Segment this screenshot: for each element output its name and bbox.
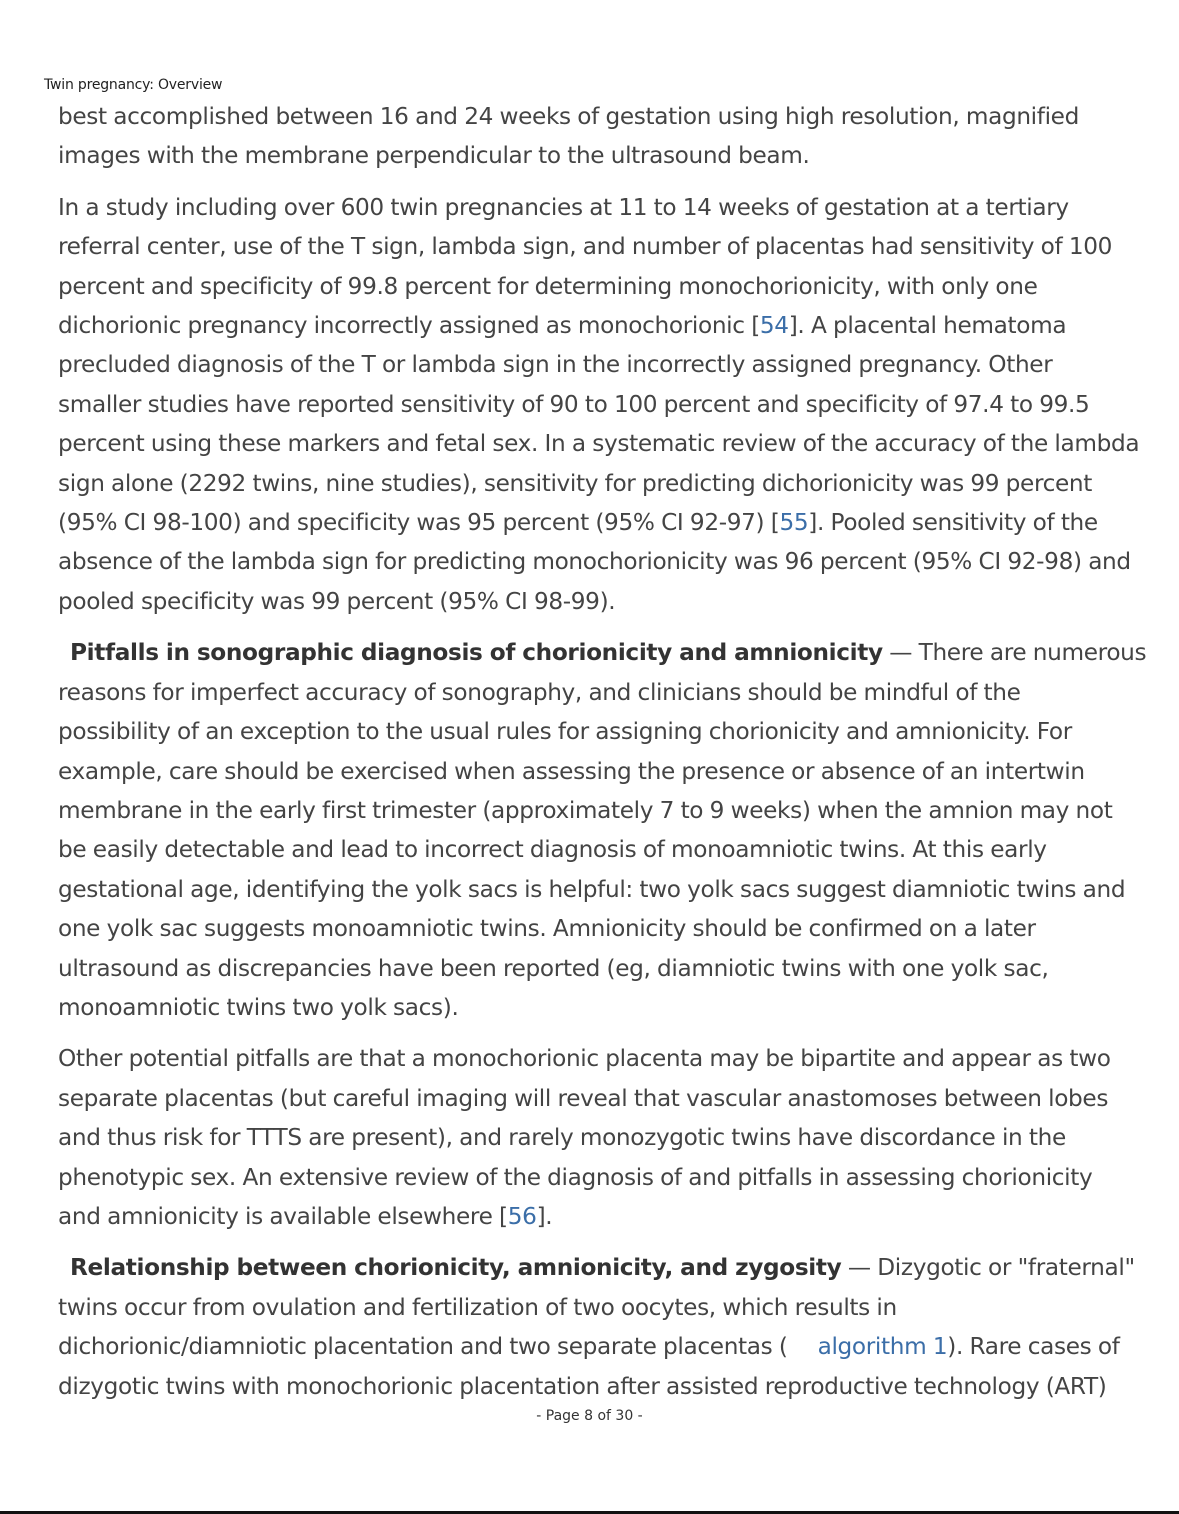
text-line bbox=[58, 306, 1148, 345]
text-run: dichorionic/diamniotic placentation and two separate placentas ( bbox=[58, 1333, 788, 1361]
text-line: In a study including over 600 twin pregnancies at 11 to 14 weeks of gestation at a tertiary bbox=[58, 193, 1069, 221]
text-line: pooled specificity was 99 percent (95% CI 98-99). bbox=[58, 587, 616, 615]
text-line: smaller studies have reported sensitivity of 90 to 100 percent and specificity of 97.4 to 99.5 bbox=[58, 390, 1090, 418]
text-line: monoamniotic twins two yolk sacs). bbox=[58, 993, 459, 1021]
text-run: dichorionic pregnancy incorrectly assigned as monochorionic [ bbox=[58, 312, 760, 340]
page-number: - Page 8 of 30 - bbox=[536, 1408, 643, 1424]
text-line: percent using these markers and fetal sex. In a systematic review of the accuracy of the lambda bbox=[58, 430, 1140, 458]
text-line: be easily detectable and lead to incorrect diagnosis of monoamniotic twins. At this early bbox=[58, 836, 1047, 864]
paragraph-pitfalls bbox=[58, 633, 1148, 1027]
text-line bbox=[58, 1248, 1148, 1287]
text-line: percent and specificity of 99.8 percent for determining monochorionicity, with only one bbox=[58, 272, 1038, 300]
text-run: ]. A placental hematoma bbox=[788, 312, 1067, 340]
text-run: ]. Pooled sensitivity of the bbox=[808, 509, 1098, 537]
reference-link-56[interactable]: 56 bbox=[507, 1202, 537, 1230]
text-line: dizygotic twins with monochorionic placentation after assisted reproductive technology (ART) bbox=[58, 1372, 1107, 1400]
section-heading-pitfalls: Pitfalls in sonographic diagnosis of chorionicity and amnionicity bbox=[70, 639, 883, 667]
text-line: twins occur from ovulation and fertilization of two oocytes, which results in bbox=[58, 1293, 897, 1321]
text-line: example, care should be exercised when assessing the presence or absence of an intertwin bbox=[58, 757, 1085, 785]
paragraph-membrane-imaging bbox=[58, 97, 1148, 176]
text-line: possibility of an exception to the usual rules for assigning chorionicity and amnionicity. For bbox=[58, 718, 1072, 746]
paragraph-study-accuracy bbox=[58, 188, 1148, 621]
text-line: sign alone (2292 twins, nine studies), sensitivity for predicting dichorionicity was 99 percent bbox=[58, 469, 1093, 497]
text-run: and amnionicity is available elsewhere [ bbox=[58, 1202, 508, 1230]
text-run: (95% CI 98-100) and specificity was 95 percent (95% CI 92-97) [ bbox=[58, 509, 780, 537]
text-run: — Dizygotic or "fraternal" bbox=[841, 1254, 1135, 1282]
text-line bbox=[58, 503, 1148, 542]
text-line: best accomplished between 16 and 24 weeks of gestation using high resolution, magnified bbox=[58, 103, 1079, 130]
text-line: one yolk sac suggests monoamniotic twins. Amnionicity should be confirmed on a later bbox=[58, 915, 1036, 943]
text-line: ultrasound as discrepancies have been reported (eg, diamniotic twins with one yolk sac, bbox=[58, 954, 1049, 982]
text-line: separate placentas (but careful imaging will reveal that vascular anastomoses between lobes bbox=[58, 1084, 1109, 1112]
text-line: gestational age, identifying the yolk sacs is helpful: two yolk sacs suggest diamniotic twins and bbox=[58, 875, 1126, 903]
reference-link-54[interactable]: 54 bbox=[759, 312, 789, 340]
text-line: reasons for imperfect accuracy of sonography, and clinicians should be mindful of the bbox=[58, 678, 1021, 706]
text-line: referral center, use of the T sign, lambda sign, and number of placentas had sensitivity of 100 bbox=[58, 233, 1113, 261]
text-line: phenotypic sex. An extensive review of the diagnosis of and pitfalls in assessing chorionicity bbox=[58, 1163, 1093, 1191]
text-line: precluded diagnosis of the T or lambda sign in the incorrectly assigned pregnancy. Other bbox=[58, 351, 1053, 379]
reference-link-55[interactable]: 55 bbox=[779, 509, 809, 537]
text-run: ]. bbox=[536, 1202, 553, 1230]
algorithm-link[interactable]: algorithm 1 bbox=[817, 1333, 948, 1361]
running-header-title: Twin pregnancy: Overview bbox=[44, 77, 223, 93]
paragraph-zygosity bbox=[58, 1248, 1148, 1406]
text-line bbox=[58, 1327, 1148, 1366]
text-line: Other potential pitfalls are that a monochorionic placenta may be bipartite and appear as two bbox=[58, 1045, 1111, 1073]
section-heading-zygosity: Relationship between chorionicity, amnionicity, and zygosity bbox=[70, 1254, 842, 1282]
text-line: images with the membrane perpendicular to the ultrasound beam. bbox=[58, 142, 810, 170]
document-body bbox=[58, 97, 1148, 1418]
text-line: membrane in the early first trimester (approximately 7 to 9 weeks) when the amnion may not bbox=[58, 796, 1113, 824]
text-line: absence of the lambda sign for predicting monochorionicity was 96 percent (95% CI 92-98) and bbox=[58, 548, 1131, 576]
text-line bbox=[58, 633, 1148, 672]
paragraph-other-pitfalls bbox=[58, 1039, 1148, 1236]
text-run: ). Rare cases of bbox=[947, 1333, 1120, 1361]
text-line bbox=[58, 1197, 1148, 1236]
text-line: and thus risk for TTTS are present), and rarely monozygotic twins have discordance in the bbox=[58, 1124, 1066, 1152]
text-run: — There are numerous bbox=[882, 639, 1147, 667]
